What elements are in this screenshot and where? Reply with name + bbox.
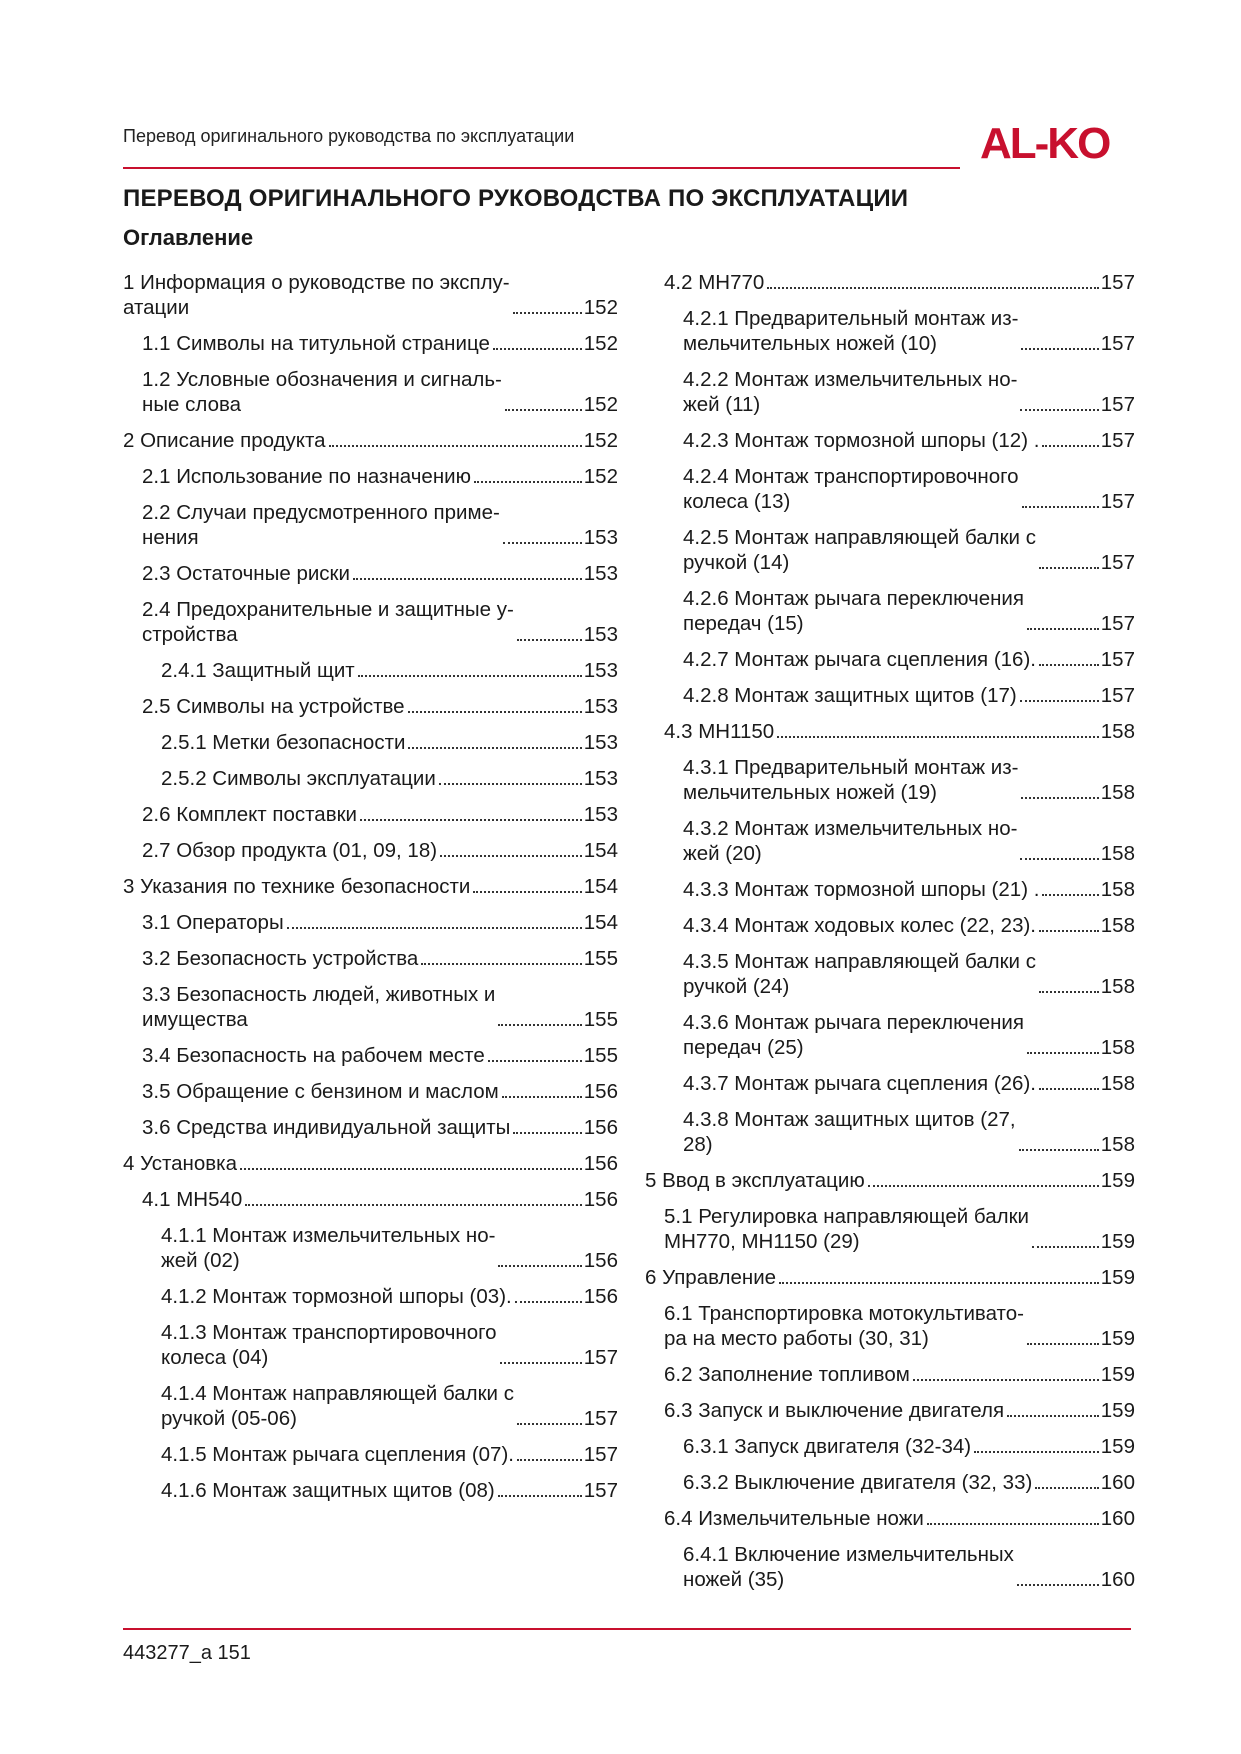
toc-entry-label: 4.1.4 Монтаж направляющей балки с ручкой (05-06) [161,1382,514,1430]
toc-entry-label: 4.2.7 Монтаж рычага сцепления (16). [683,648,1036,671]
toc-entry-label: 2.5 Символы на устройстве [142,695,405,718]
toc-entry-label: 4.2.5 Монтаж направляющей балки с ручкой (14) [683,526,1036,574]
toc-entry-label: 6.4.1 Включение измельчительных ножей (35) [683,1543,1014,1591]
toc-entry[interactable] [645,913,1135,938]
toc-entry[interactable] [123,1115,618,1140]
toc-entry-label: 3.3 Безопасность людей, животных и имущества [142,983,496,1031]
toc-leader-dots [974,1451,1099,1453]
toc-entry-label: 4.2.6 Монтаж рычага переключения передач (15) [683,587,1024,635]
toc-entry[interactable] [123,331,618,356]
toc-leader-dots [1019,1149,1099,1151]
toc-leader-dots [245,1204,582,1206]
toc-entry-label: 2.1 Использование по назначению [142,465,471,488]
toc-entry[interactable] [645,1398,1135,1423]
toc-entry-label: 4.3.5 Монтаж направляющей балки с ручкой (24) [683,950,1036,998]
toc-entry[interactable] [123,270,618,320]
toc-entry-label: 4.3.6 Монтаж рычага переключения передач (25) [683,1011,1024,1059]
toc-entry[interactable] [645,877,1135,902]
toc-entry-page: 159 [1100,1169,1135,1192]
toc-entry[interactable] [123,874,618,899]
toc-entry-label: 2.5.2 Символы эксплуатации [161,767,436,790]
toc-entry-label: 6.3 Запуск и выключение двигателя [664,1399,1005,1422]
toc-entry-page: 153 [583,526,618,549]
toc-entry-page: 157 [1100,393,1135,416]
toc-entry-page: 153 [583,562,618,585]
toc-entry[interactable] [123,910,618,935]
toc-entry-label: 3.2 Безопасность устройства [142,947,419,970]
toc-heading: Оглавление [123,225,254,250]
toc-leader-dots [1039,664,1099,666]
alko-logo [978,117,1140,167]
toc-entry-page: 153 [583,731,618,754]
toc-entry-page: 159 [1100,1435,1135,1458]
toc-leader-dots [287,927,582,929]
toc-entry-label: 3.5 Обращение с бензином и маслом [142,1080,499,1103]
toc-leader-dots [440,855,582,857]
toc-entry-label: 5.1 Регулировка направляющей балки MH770, MH1150 (29) [664,1205,1029,1253]
toc-entry[interactable] [123,1478,618,1503]
toc-entry[interactable] [123,1320,618,1370]
toc-entry[interactable] [645,755,1135,805]
toc-leader-dots [1035,1487,1098,1489]
toc-entry-label: 4.3 MH1150 [664,720,775,743]
toc-entry[interactable] [645,1362,1135,1387]
toc-entry-page: 156 [583,1152,618,1175]
toc-leader-dots [515,1301,582,1303]
toc-entry-page: 156 [583,1116,618,1139]
toc-leader-dots [779,1282,1099,1284]
toc-entry-page: 158 [1100,781,1135,804]
toc-entry-page: 152 [583,296,618,319]
toc-entry-label: 4.2 MH770 [664,271,765,294]
toc-entry[interactable] [645,683,1135,708]
toc-entry-page: 158 [1100,1133,1135,1156]
footer-doc-number: 443277_a 151 [123,1642,251,1664]
toc-leader-dots [1039,930,1099,932]
toc-entry[interactable] [645,1542,1135,1592]
toc-leader-dots [329,445,582,447]
toc-entry-label: 2.6 Комплект поставки [142,803,357,826]
toc-leader-dots [513,1132,581,1134]
alko-logo-text: AL-KO [980,119,1110,167]
toc-leader-dots [439,783,582,785]
toc-leader-dots [777,736,1099,738]
toc-entry[interactable] [645,949,1135,999]
toc-leader-dots [505,409,582,411]
toc-entry-page: 154 [583,875,618,898]
toc-entry-page: 157 [1100,551,1135,574]
toc-leader-dots [913,1379,1099,1381]
toc-entry[interactable] [123,1151,618,1176]
toc-entry[interactable] [123,597,618,647]
toc-leader-dots [488,1060,582,1062]
toc-entry[interactable] [123,946,618,971]
toc-entry[interactable] [645,1301,1135,1351]
toc-entry-page: 155 [583,947,618,970]
toc-entry[interactable] [645,464,1135,514]
toc-leader-dots [868,1185,1099,1187]
toc-leader-dots [240,1168,582,1170]
toc-entry-page: 158 [1100,720,1135,743]
toc-entry-label: 4.3.8 Монтаж защитных щитов (27, 28) [683,1108,1016,1156]
toc-entry-page: 157 [583,1443,618,1466]
toc-entry-page: 157 [583,1407,618,1430]
toc-leader-dots [493,348,582,350]
toc-entry[interactable] [123,802,618,827]
toc-entry-page: 159 [1100,1363,1135,1386]
toc-entry[interactable] [645,719,1135,744]
toc-entry-page: 157 [1100,684,1135,707]
toc-entry-page: 157 [1100,490,1135,513]
toc-leader-dots [1039,991,1099,993]
toc-entry-label: 2 Описание продукта [123,429,326,452]
toc-entry[interactable] [645,525,1135,575]
toc-entry-page: 158 [1100,975,1135,998]
toc-entry-page: 154 [583,839,618,862]
toc-entry-label: 4.2.2 Монтаж измельчительных но- жей (11) [683,368,1018,416]
toc-leader-dots [1020,409,1098,411]
toc-entry-label: 4.2.8 Монтаж защитных щитов (17) [683,684,1017,707]
toc-entry[interactable] [123,1043,618,1068]
toc-leader-dots [1007,1415,1099,1417]
toc-entry[interactable] [123,1079,618,1104]
toc-leader-dots [1020,700,1099,702]
toc-entry-label: 4.1.2 Монтаж тормозной шпоры (03). [161,1285,512,1308]
toc-leader-dots [473,891,581,893]
toc-entry-label: 4.3.3 Монтаж тормозной шпоры (21) . [683,878,1040,901]
toc-entry-page: 159 [1100,1230,1135,1253]
footer-rule [123,1628,1131,1630]
toc-leader-dots [1042,445,1098,447]
toc-entry[interactable] [123,694,618,719]
toc-leader-dots [353,578,582,580]
toc-leader-dots [1020,858,1098,860]
toc-leader-dots [1027,1052,1099,1054]
header-rule [123,167,960,169]
toc-entry-page: 157 [1100,271,1135,294]
toc-entry[interactable] [123,658,618,683]
toc-entry[interactable] [123,982,618,1032]
toc-leader-dots [408,711,582,713]
toc-entry[interactable] [123,1284,618,1309]
toc-entry-label: 2.2 Случаи предусмотренного приме- нения [142,501,500,549]
toc-entry[interactable] [645,1010,1135,1060]
toc-entry-page: 158 [1100,842,1135,865]
toc-entry-page: 157 [1100,332,1135,355]
document-title: ПЕРЕВОД ОРИГИНАЛЬНОГО РУКОВОДСТВА ПО ЭКСПЛУАТАЦИИ [123,185,909,212]
toc-leader-dots [513,312,582,314]
toc-entry-label: 4.2.4 Монтаж транспортировочного колеса (13) [683,465,1019,513]
toc-entry-label: 6.1 Транспортировка мотокультивато- ра на место работы (30, 31) [664,1302,1024,1350]
toc-entry[interactable] [123,561,618,586]
toc-entry-page: 157 [1100,648,1135,671]
toc-entry[interactable] [645,428,1135,453]
toc-entry-page: 157 [583,1479,618,1502]
toc-entry-label: 2.4 Предохранительные и защитные у- стройства [142,598,514,646]
toc-entry-label: 3.1 Операторы [142,911,284,934]
toc-entry[interactable] [123,766,618,791]
toc-leader-dots [498,1024,581,1026]
toc-leader-dots [517,1459,582,1461]
toc-leader-dots [517,1423,582,1425]
toc-column-right [645,270,1135,1603]
toc-entry-label: 4.1 MH540 [142,1188,243,1211]
toc-leader-dots [474,481,582,483]
toc-entry[interactable] [645,1107,1135,1157]
toc-leader-dots [1027,628,1099,630]
toc-entry-label: 4.1.3 Монтаж транспортировочного колеса (04) [161,1321,497,1369]
toc-entry-page: 152 [583,429,618,452]
toc-entry-label: 4.1.5 Монтаж рычага сцепления (07). [161,1443,514,1466]
toc-entry-page: 158 [1100,914,1135,937]
toc-entry[interactable] [645,1265,1135,1290]
toc-leader-dots [502,1096,582,1098]
toc-entry-label: 4.1.6 Монтаж защитных щитов (08) [161,1479,495,1502]
toc-entry-page: 156 [583,1188,618,1211]
toc-leader-dots [1032,1246,1099,1248]
toc-entry-page: 155 [583,1044,618,1067]
toc-entry[interactable] [645,270,1135,295]
toc-entry-page: 153 [583,623,618,646]
toc-leader-dots [1039,567,1099,569]
toc-entry-page: 159 [1100,1327,1135,1350]
toc-leader-dots [1039,1088,1099,1090]
toc-entry-page: 154 [583,911,618,934]
toc-entry-page: 157 [1100,612,1135,635]
toc-leader-dots [498,1495,582,1497]
toc-entry-page: 157 [1100,429,1135,452]
toc-entry-label: 2.4.1 Защитный щит [161,659,355,682]
toc-entry[interactable] [645,1168,1135,1193]
toc-entry[interactable] [123,1381,618,1431]
toc-entry-page: 159 [1100,1266,1135,1289]
toc-entry-label: 6.2 Заполнение топливом [664,1363,910,1386]
toc-entry-label: 3 Указания по технике безопасности [123,875,471,898]
toc-entry-page: 158 [1100,1036,1135,1059]
toc-entry-page: 156 [583,1249,618,1272]
toc-leader-dots [1022,506,1099,508]
toc-entry[interactable] [123,428,618,453]
toc-entry-page: 156 [583,1285,618,1308]
toc-entry[interactable] [123,1442,618,1467]
toc-entry-label: 4.3.1 Предварительный монтаж из- мельчительных ножей (19) [683,756,1019,804]
toc-entry-label: 2.7 Обзор продукта (01, 09, 18) [142,839,438,862]
toc-entry[interactable] [123,838,618,863]
toc-entry[interactable] [645,586,1135,636]
toc-entry-label: 4.2.1 Предварительный монтаж из- мельчительных ножей (10) [683,307,1019,355]
toc-entry-page: 156 [583,1080,618,1103]
toc-entry[interactable] [645,1470,1135,1495]
toc-entry-label: 5 Ввод в эксплуатацию [645,1169,865,1192]
toc-entry[interactable] [645,1071,1135,1096]
toc-entry-label: 6.4 Измельчительные ножи [664,1507,924,1530]
toc-leader-dots [360,819,582,821]
toc-entry-label: 4.2.3 Монтаж тормозной шпоры (12) . [683,429,1040,452]
toc-entry-page: 160 [1100,1568,1135,1591]
toc-entry-page: 157 [583,1346,618,1369]
toc-leader-dots [1027,1343,1099,1345]
toc-entry[interactable] [123,730,618,755]
toc-leader-dots [517,639,582,641]
toc-entry[interactable] [645,816,1135,866]
toc-entry-page: 153 [583,767,618,790]
toc-entry-page: 152 [583,465,618,488]
toc-leader-dots [767,287,1099,289]
toc-entry-label: 6.3.1 Запуск двигателя (32-34) [683,1435,972,1458]
running-header: Перевод оригинального руководства по эксплуатации [123,126,575,146]
toc-entry[interactable] [645,647,1135,672]
toc-column-left [123,270,618,1514]
toc-entry-label: 6.3.2 Выключение двигателя (32, 33) [683,1471,1033,1494]
toc-entry[interactable] [123,464,618,489]
toc-entry-label: 4.3.2 Монтаж измельчительных но- жей (20) [683,817,1018,865]
toc-entry-label: 1 Информация о руководстве по эксплу- атации [123,271,510,319]
toc-entry-page: 160 [1100,1471,1135,1494]
toc-leader-dots [1021,797,1098,799]
toc-entry[interactable] [123,1223,618,1273]
toc-entry-page: 152 [583,393,618,416]
toc-entry-page: 153 [583,659,618,682]
toc-entry[interactable] [123,500,618,550]
toc-entry[interactable] [123,1187,618,1212]
toc-entry-label: 1.1 Символы на титульной странице [142,332,490,355]
toc-entry-label: 4.1.1 Монтаж измельчительных но- жей (02) [161,1224,496,1272]
toc-entry-label: 6 Управление [645,1266,777,1289]
toc-entry-label: 2.3 Остаточные риски [142,562,350,585]
toc-entry-page: 158 [1100,878,1135,901]
toc-entry-label: 2.5.1 Метки безопасности [161,731,406,754]
toc-entry[interactable] [645,306,1135,356]
toc-leader-dots [927,1523,1099,1525]
toc-entry-label: 3.6 Средства индивидуальной защиты [142,1116,511,1139]
toc-entry[interactable] [645,1506,1135,1531]
toc-entry-page: 160 [1100,1507,1135,1530]
toc-entry[interactable] [645,367,1135,417]
toc-entry[interactable] [645,1434,1135,1459]
toc-leader-dots [408,747,581,749]
toc-leader-dots [358,675,582,677]
toc-entry-label: 4.3.4 Монтаж ходовых колес (22, 23). [683,914,1036,937]
toc-entry[interactable] [123,367,618,417]
toc-entry[interactable] [645,1204,1135,1254]
toc-entry-page: 153 [583,695,618,718]
toc-entry-page: 153 [583,803,618,826]
toc-entry-label: 3.4 Безопасность на рабочем месте [142,1044,485,1067]
toc-leader-dots [500,1362,582,1364]
toc-leader-dots [503,542,582,544]
toc-leader-dots [1042,894,1098,896]
toc-entry-label: 4 Установка [123,1152,237,1175]
toc-entry-page: 159 [1100,1399,1135,1422]
toc-leader-dots [1021,348,1098,350]
toc-entry-label: 4.3.7 Монтаж рычага сцепления (26). [683,1072,1036,1095]
toc-entry-page: 158 [1100,1072,1135,1095]
toc-leader-dots [498,1265,581,1267]
toc-entry-page: 152 [583,332,618,355]
toc-leader-dots [1017,1584,1099,1586]
toc-entry-page: 155 [583,1008,618,1031]
toc-leader-dots [421,963,582,965]
toc-entry-label: 1.2 Условные обозначения и сигналь- ные слова [142,368,502,416]
